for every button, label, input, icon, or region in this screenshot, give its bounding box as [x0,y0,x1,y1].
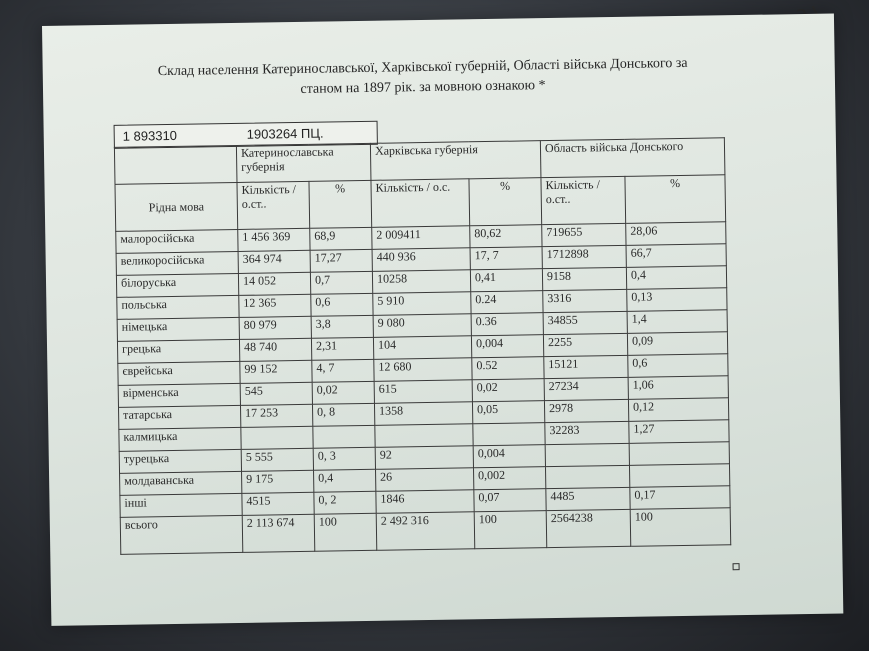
percent-cell: 0,7 [310,271,372,294]
percent-cell: 0,07 [474,489,546,512]
count-cell: 26 [376,468,474,492]
percent-cell: 0,002 [473,467,545,490]
region-don: Область війська Донського [540,138,725,178]
language-cell: татарська [118,405,240,429]
percent-cell: 100 [630,508,731,547]
percent-cell: 28,06 [626,222,726,246]
count-cell [375,424,473,448]
language-cell: великоросійська [116,251,238,275]
count-cell: 615 [374,380,472,404]
percent-cell: 0,6 [311,293,373,316]
count-cell: 9158 [542,267,626,290]
count-cell: 104 [373,336,471,360]
count-cell [545,465,629,488]
count-cell: 14 052 [238,272,310,295]
count-cell: 2978 [544,399,628,422]
percent-cell: 0,4 [314,469,376,492]
language-cell: всього [120,515,243,554]
count-cell: 17 253 [240,404,312,427]
count-cell: 545 [240,382,312,405]
percent-cell [473,423,545,446]
percent-cell [629,464,729,488]
count-cell: 10258 [372,270,470,294]
count-cell: 2 492 316 [376,512,475,551]
count-cell: 9 175 [242,470,314,493]
count-cell: 2564238 [546,509,631,547]
count-cell: 12 365 [239,294,311,317]
count-cell [545,443,629,466]
count-cell: 1358 [374,402,472,426]
header-count-2: Кількість / о.с. [371,179,470,228]
count-cell: 12 680 [374,358,472,382]
percent-cell: 0,004 [471,335,543,358]
percent-cell: 3,8 [311,315,373,338]
percent-cell: 0,004 [473,445,545,468]
percent-cell: 1,27 [629,420,729,444]
language-cell: білоруська [116,273,238,297]
count-cell: 1 456 369 [238,228,310,251]
percent-cell: 0,6 [628,354,728,378]
percent-cell: 80,62 [470,225,542,248]
count-cell [241,426,313,449]
percent-cell: 100 [474,511,547,549]
count-cell: 34855 [543,311,627,334]
language-cell: німецька [117,317,239,341]
percent-cell: 0, 3 [313,447,375,470]
percent-cell: 0,41 [470,269,542,292]
percent-cell: 0,4 [626,266,726,290]
percent-cell: 0, 2 [314,491,376,514]
percent-cell: 0.24 [471,291,543,314]
count-cell: 2 113 674 [242,514,315,552]
percent-cell: 4, 7 [312,359,374,382]
count-cell: 32283 [545,421,629,444]
region-ekaterinoslav: Катеринославська губернія [236,143,371,182]
percent-cell: 68,9 [310,227,372,250]
region-kharkiv: Харківська губернія [370,141,541,181]
header-corner [114,145,237,184]
count-cell: 4485 [546,487,630,510]
count-cell: 4515 [242,492,314,515]
table-title [103,53,744,103]
percent-cell: 17, 7 [470,247,542,270]
percent-cell: 1,06 [628,376,728,400]
badge-right: 1903264 ПЦ. [246,125,324,142]
count-cell: 1712898 [542,245,626,268]
header-pct-1: % [309,180,372,228]
title-line-2: станом на 1897 рік. за мовною ознакою * [300,78,546,97]
table-corner-marker [733,563,740,570]
badge-left: 1 893310 [122,127,178,144]
header-language: Рідна мова [115,182,238,231]
percent-cell: 0,02 [312,381,374,404]
percent-cell: 0, 8 [312,403,374,426]
language-cell: інші [120,493,242,517]
language-cell: калмицька [119,427,241,451]
percent-cell: 0,13 [627,288,727,312]
percent-cell: 66,7 [626,244,726,268]
count-cell: 92 [375,446,473,470]
count-cell: 5 555 [241,448,313,471]
header-count-3: Кількість / о.ст.. [541,176,626,224]
count-cell: 15121 [544,355,628,378]
count-cell: 3316 [543,289,627,312]
percent-cell: 0.52 [472,357,544,380]
percent-cell: 0,09 [627,332,727,356]
percent-cell [629,442,729,466]
percent-cell: 0,17 [630,486,730,510]
slide [42,14,843,626]
title-line-1: Склад населення Катеринославської, Харківської губерній, Області війська Донського за [157,55,688,80]
count-cell: 5 910 [373,292,471,316]
count-cell: 2 009411 [372,226,470,250]
count-cell: 48 740 [239,338,311,361]
count-cell: 27234 [544,377,628,400]
count-cell: 364 974 [238,250,310,273]
language-cell: грецька [117,339,239,363]
percent-cell: 0,05 [472,401,544,424]
percent-cell: 1,4 [627,310,727,334]
percent-cell: 0,02 [472,379,544,402]
percent-cell: 0,12 [628,398,728,422]
header-count-1: Кількість / о.ст.. [237,181,310,229]
count-cell: 9 080 [373,314,471,338]
count-cell: 1846 [376,490,474,514]
language-cell: вірменська [118,383,240,407]
language-cell: турецька [119,449,241,473]
count-cell: 2255 [543,333,627,356]
header-pct-2: % [469,178,542,226]
percent-cell: 100 [314,513,377,551]
percent-cell [313,425,375,448]
count-cell: 440 936 [372,248,470,272]
count-cell: 99 152 [240,360,312,383]
header-pct-3: % [625,175,726,224]
language-cell: молдаванська [120,471,242,495]
percent-cell: 0.36 [471,313,543,336]
percent-cell: 2,31 [311,337,373,360]
percent-cell: 17,27 [310,249,372,272]
count-cell: 80 979 [239,316,311,339]
count-cell: 719655 [542,223,626,246]
language-cell: єврейська [118,361,240,385]
language-cell: польська [117,295,239,319]
population-table [114,137,731,555]
language-cell: малоросійська [116,229,238,253]
